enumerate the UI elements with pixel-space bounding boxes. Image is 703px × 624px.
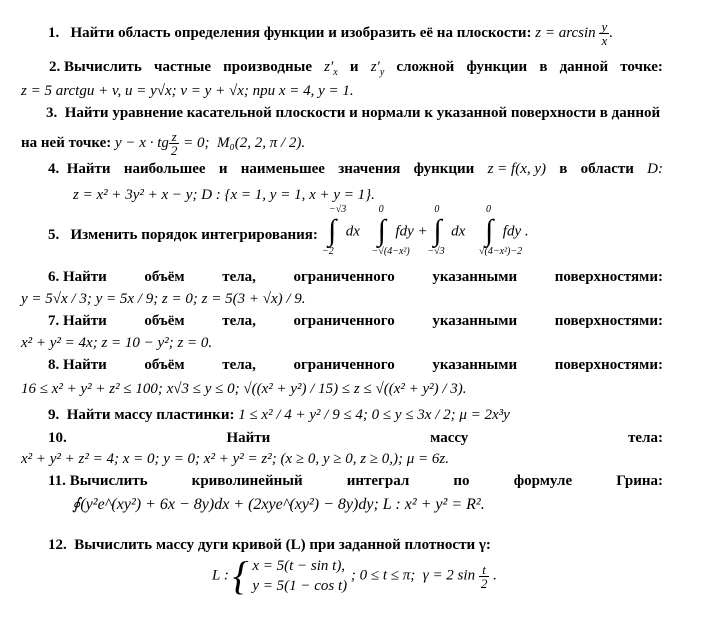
brace-icon: {: [232, 553, 249, 598]
task-5: 5. Изменить порядок интегрирования:: [48, 227, 318, 243]
task-1: [48, 20, 613, 47]
task-1-formula: z = arcsin $\frac{y}{x}$ .: [535, 19, 613, 48]
task-3: 3. Найти уравнение касательной плоскости и нормали к указанной поверхности в данной: [46, 105, 661, 121]
task-8: 8. Найти объём тела, ограниченного указанными поверхностями:: [48, 357, 663, 373]
task-7: 7. Найти объём тела, ограниченного указанными поверхностями:: [48, 313, 663, 329]
task-11-formula: ∮(y²e^(xy²) + 6x − 8y)dx + (2xye^(xy²) − 8y)dy; L : x² + y² = R².: [72, 496, 485, 513]
task-5-integrals: −√3 ∫ −2 dx 0 ∫ −√(4−x²) fdy + 0 ∫ −√3 dx 0 ∫ √(4−x²)−2 fdy .: [322, 204, 529, 257]
task-9: 9. Найти массу пластинки: 1 ≤ x² / 4 + y² / 9 ≤ 4; 0 ≤ y ≤ 3x / 2; μ = 2x³y: [48, 407, 510, 423]
task-8-formula: 16 ≤ x² + y² + z² ≤ 100; x√3 ≤ y ≤ 0; √((x² + y²) / 15) ≤ z ≤ √((x² + y²) / 3).: [21, 381, 467, 397]
task-3-line2: на ней точке: y − x · tg $\frac{z}{2}$ = 0; M₀(2, 2, π / 2).: [21, 129, 306, 158]
task-12: 12. Вычислить массу дуги кривой (L) при заданной плотности γ:: [48, 537, 491, 553]
task-4-formula: z = x² + 3y² + x − y; D : {x = 1, y = 1, x + y = 1}.: [73, 187, 375, 203]
task-6-formula: y = 5√x / 3; y = 5x / 9; z = 0; z = 5(3 + √x) / 9.: [21, 291, 306, 307]
task-2: 2. Вычислить частные производные $z'_x$ и $z'_y$ сложной функции в данной точке:: [21, 58, 663, 76]
task-7-formula: x² + y² = 4x; z = 10 − y²; z = 0.: [21, 335, 213, 351]
task-11: 11. Вычислить криволинейный интеграл по формуле Грина:: [48, 473, 663, 489]
task-1-number: 1.: [48, 24, 60, 41]
task-10-formula: x² + y² + z² = 4; x = 0; y = 0; x² + y² = z²; (x ≥ 0, y ≥ 0, z ≥ 0,); μ = 6z.: [21, 451, 450, 467]
task-2-formula: z = 5 arctgu + v, u = y√x; v = y + √x; при x = 4, y = 1.: [21, 83, 354, 99]
task-1-text: Найти область определения функции и изобразить её на плоскости:: [70, 24, 532, 41]
task-12-system: L : { x = 5(t − sin t), y = 5(1 − cos t) ; 0 ≤ t ≤ π; γ = 2 sin $\frac{t}{2}$ .: [212, 553, 497, 598]
task-4: 4. Найти наибольшее и наименьшее значения функции z = f(x, y) в области D:: [48, 161, 663, 177]
task-10: 10. Найти массу тела:: [48, 430, 663, 446]
task-6: 6. Найти объём тела, ограниченного указанными поверхностями:: [48, 269, 663, 285]
task-2-prefix: 2. Вычислить: [49, 59, 142, 75]
